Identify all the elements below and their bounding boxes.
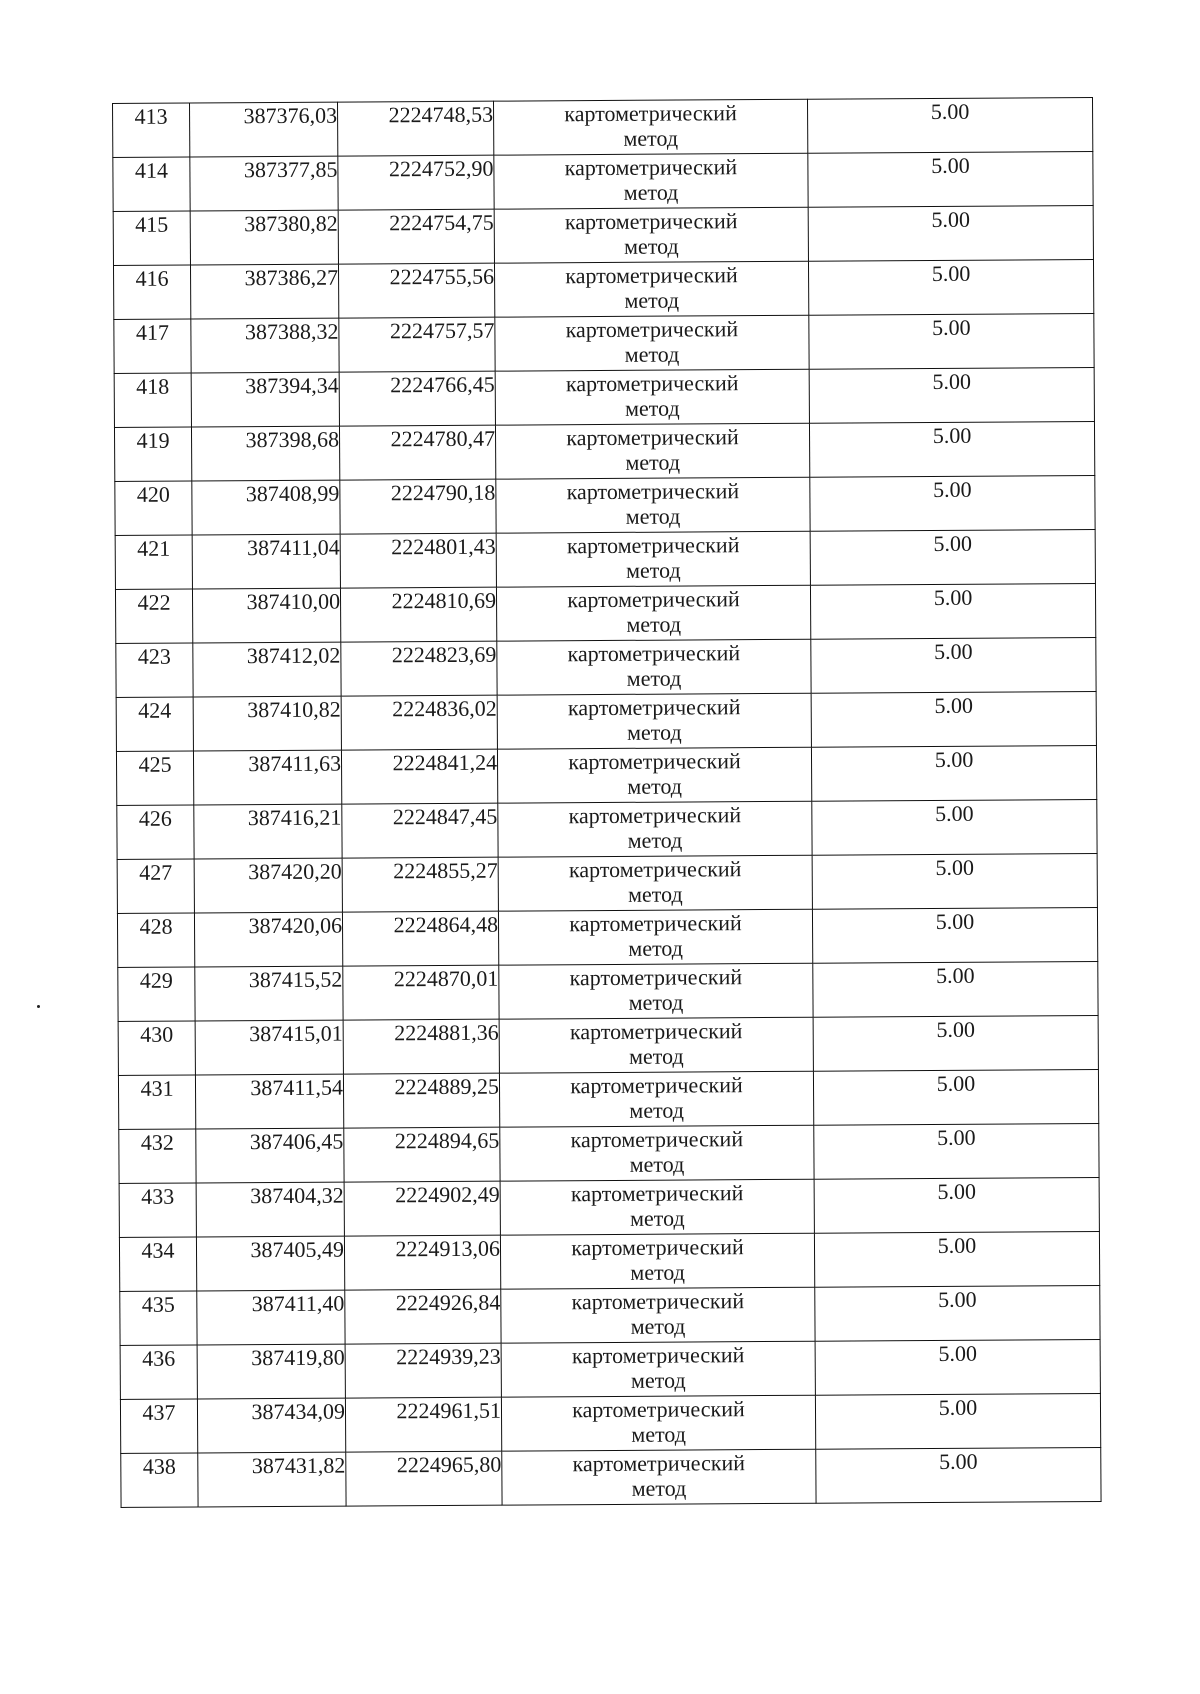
table-row bbox=[118, 1015, 1098, 1075]
point-number-cell: 413 bbox=[113, 103, 190, 157]
method-cell bbox=[495, 369, 809, 425]
method-text-line-2: метод bbox=[630, 1313, 686, 1339]
y-coordinate-cell: 2224801,43 bbox=[340, 533, 496, 588]
method-text-line-1: картометрический bbox=[567, 640, 741, 667]
method-text-line-2: метод bbox=[626, 719, 682, 745]
method-text-line-2: метод bbox=[629, 1205, 685, 1231]
table-row bbox=[120, 1285, 1100, 1345]
table-row bbox=[119, 1231, 1099, 1291]
method-text-line-1: картометрический bbox=[567, 586, 740, 613]
accuracy-cell: 5.00 bbox=[808, 206, 1093, 262]
method-cell bbox=[496, 585, 810, 641]
method-text-line-1: картометрический bbox=[565, 262, 738, 289]
method-cell bbox=[495, 315, 809, 371]
accuracy-cell: 5.00 bbox=[814, 1123, 1099, 1179]
table-row bbox=[113, 152, 1093, 212]
accuracy-cell: 5.00 bbox=[816, 1447, 1101, 1503]
y-coordinate-cell: 2224766,45 bbox=[339, 371, 495, 426]
x-coordinate-cell: 387411,63 bbox=[193, 750, 341, 805]
y-coordinate-cell: 2224752,90 bbox=[338, 155, 494, 210]
x-coordinate-cell: 387386,27 bbox=[190, 264, 338, 319]
method-text-line-2: метод bbox=[623, 125, 679, 151]
method-cell bbox=[493, 99, 807, 155]
point-number-cell: 425 bbox=[116, 751, 193, 805]
table-row bbox=[114, 368, 1094, 428]
point-number-cell: 423 bbox=[116, 643, 193, 697]
method-text-line-1: картометрический bbox=[571, 1342, 745, 1369]
method-text-line-2: метод bbox=[625, 395, 680, 421]
y-coordinate-cell: 2224913,06 bbox=[344, 1235, 500, 1290]
table-row bbox=[121, 1447, 1101, 1507]
point-number-cell: 424 bbox=[116, 697, 193, 751]
y-coordinate-cell: 2224841,24 bbox=[341, 749, 497, 804]
method-text-line-1: картометрический bbox=[564, 154, 738, 181]
x-coordinate-cell: 387388,32 bbox=[191, 318, 339, 373]
accuracy-cell: 5.00 bbox=[811, 691, 1096, 747]
accuracy-cell: 5.00 bbox=[812, 907, 1097, 963]
accuracy-cell: 5.00 bbox=[810, 584, 1095, 640]
method-text-line-1: картометрический bbox=[572, 1450, 746, 1477]
accuracy-cell: 5.00 bbox=[807, 98, 1092, 154]
method-text-line-2: метод bbox=[628, 935, 684, 961]
method-text-line-1: картометрический bbox=[571, 1288, 745, 1315]
table-row bbox=[118, 1069, 1098, 1129]
y-coordinate-cell: 2224836,02 bbox=[341, 695, 497, 750]
point-number-cell: 428 bbox=[117, 913, 194, 967]
method-text-line-1: картометрический bbox=[568, 802, 742, 829]
table-row bbox=[113, 206, 1093, 266]
method-text-line-2: метод bbox=[631, 1421, 686, 1447]
method-text-line-1: картометрический bbox=[570, 1126, 744, 1153]
method-cell bbox=[499, 963, 813, 1019]
point-number-cell: 436 bbox=[120, 1345, 197, 1399]
point-number-cell: 418 bbox=[114, 373, 191, 427]
accuracy-cell: 5.00 bbox=[815, 1339, 1100, 1395]
method-cell bbox=[501, 1341, 815, 1397]
x-coordinate-cell: 387415,52 bbox=[195, 966, 343, 1021]
point-number-cell: 438 bbox=[121, 1453, 198, 1507]
x-coordinate-cell: 387411,54 bbox=[195, 1074, 343, 1129]
stray-ink-dot bbox=[37, 1005, 40, 1008]
method-text-line-1: картометрический bbox=[565, 370, 739, 397]
method-text-line-2: метод bbox=[624, 341, 680, 367]
accuracy-cell: 5.00 bbox=[810, 530, 1095, 586]
point-number-cell: 437 bbox=[120, 1399, 197, 1453]
x-coordinate-cell: 387434,09 bbox=[197, 1398, 345, 1453]
point-number-cell: 429 bbox=[118, 967, 195, 1021]
accuracy-cell: 5.00 bbox=[813, 1015, 1098, 1071]
y-coordinate-cell: 2224855,27 bbox=[342, 857, 498, 912]
point-number-cell: 430 bbox=[118, 1021, 195, 1075]
table-row bbox=[115, 476, 1095, 536]
x-coordinate-cell: 387431,82 bbox=[198, 1452, 346, 1507]
y-coordinate-cell: 2224755,56 bbox=[338, 263, 494, 318]
method-text-line-2: метод bbox=[624, 287, 680, 313]
point-number-cell: 420 bbox=[115, 481, 192, 535]
method-text-line-1: картометрический bbox=[569, 910, 742, 937]
method-cell bbox=[501, 1395, 815, 1451]
method-cell bbox=[495, 423, 809, 479]
y-coordinate-cell: 2224894,65 bbox=[344, 1127, 500, 1182]
method-text-line-1: картометрический bbox=[568, 856, 742, 883]
point-number-cell: 414 bbox=[113, 157, 190, 211]
point-number-cell: 434 bbox=[119, 1237, 196, 1291]
x-coordinate-cell: 387420,06 bbox=[194, 912, 342, 967]
point-number-cell: 415 bbox=[113, 211, 190, 265]
x-coordinate-cell: 387415,01 bbox=[195, 1020, 343, 1075]
y-coordinate-cell: 2224748,53 bbox=[337, 101, 493, 156]
table-row bbox=[113, 260, 1093, 320]
y-coordinate-cell: 2224939,23 bbox=[345, 1343, 501, 1398]
method-text-line-2: метод bbox=[623, 179, 679, 205]
method-cell bbox=[498, 801, 812, 857]
x-coordinate-cell: 387411,04 bbox=[192, 534, 340, 589]
method-text-line-2: метод bbox=[627, 773, 683, 799]
method-text-line-2: метод bbox=[625, 557, 681, 583]
method-cell bbox=[500, 1179, 814, 1235]
y-coordinate-cell: 2224870,01 bbox=[343, 965, 499, 1020]
y-coordinate-cell: 2224780,47 bbox=[339, 425, 495, 480]
accuracy-cell: 5.00 bbox=[815, 1285, 1100, 1341]
table-row bbox=[115, 584, 1095, 644]
x-coordinate-cell: 387412,02 bbox=[193, 642, 341, 697]
method-text-line-2: метод bbox=[628, 1043, 684, 1069]
accuracy-cell: 5.00 bbox=[813, 1069, 1098, 1125]
accuracy-cell: 5.00 bbox=[812, 853, 1097, 909]
point-number-cell: 426 bbox=[117, 805, 194, 859]
method-text-line-1: картометрический bbox=[566, 532, 740, 559]
point-number-cell: 427 bbox=[117, 859, 194, 913]
table-row bbox=[117, 907, 1097, 967]
method-text-line-1: картометрический bbox=[569, 1018, 743, 1045]
method-text-line-1: картометрический bbox=[566, 478, 740, 505]
table-row bbox=[119, 1123, 1099, 1183]
method-cell bbox=[494, 261, 808, 317]
x-coordinate-cell: 387377,85 bbox=[190, 156, 338, 211]
method-text-line-1: картометрический bbox=[568, 748, 741, 775]
table-row bbox=[116, 638, 1096, 698]
y-coordinate-cell: 2224889,25 bbox=[343, 1073, 499, 1128]
x-coordinate-cell: 387420,20 bbox=[194, 858, 342, 913]
y-coordinate-cell: 2224810,69 bbox=[340, 587, 496, 642]
x-coordinate-cell: 387408,99 bbox=[192, 480, 340, 535]
point-number-cell: 419 bbox=[114, 427, 191, 481]
method-cell bbox=[496, 477, 810, 533]
table-row bbox=[114, 314, 1094, 374]
accuracy-cell: 5.00 bbox=[811, 638, 1096, 694]
method-cell bbox=[499, 1017, 813, 1073]
y-coordinate-cell: 2224926,84 bbox=[345, 1289, 501, 1344]
table-row bbox=[116, 745, 1096, 805]
method-text-line-1: картометрический bbox=[569, 964, 743, 991]
method-text-line-2: метод bbox=[627, 827, 683, 853]
method-text-line-1: картометрический bbox=[571, 1234, 744, 1261]
accuracy-cell: 5.00 bbox=[809, 314, 1094, 370]
accuracy-cell: 5.00 bbox=[811, 745, 1096, 801]
x-coordinate-cell: 387376,03 bbox=[190, 102, 338, 157]
table-row bbox=[117, 799, 1097, 859]
method-text-line-2: метод bbox=[625, 503, 681, 529]
coordinates-table-body bbox=[113, 98, 1102, 1508]
point-number-cell: 431 bbox=[118, 1075, 195, 1129]
point-number-cell: 432 bbox=[119, 1129, 196, 1183]
method-text-line-2: метод bbox=[625, 449, 681, 475]
accuracy-cell: 5.00 bbox=[814, 1231, 1099, 1287]
method-text-line-2: метод bbox=[629, 1151, 685, 1177]
table-row bbox=[118, 961, 1098, 1021]
accuracy-cell: 5.00 bbox=[812, 799, 1097, 855]
y-coordinate-cell: 2224847,45 bbox=[342, 803, 498, 858]
x-coordinate-cell: 387398,68 bbox=[191, 426, 339, 481]
table-row bbox=[117, 853, 1097, 913]
point-number-cell: 433 bbox=[119, 1183, 196, 1237]
accuracy-cell: 5.00 bbox=[809, 422, 1094, 478]
method-cell bbox=[494, 153, 808, 209]
x-coordinate-cell: 387404,32 bbox=[196, 1182, 344, 1237]
method-text-line-1: картометрический bbox=[566, 424, 739, 451]
point-number-cell: 421 bbox=[115, 535, 192, 589]
method-cell bbox=[498, 909, 812, 965]
method-text-line-2: метод bbox=[627, 881, 683, 907]
point-number-cell: 422 bbox=[115, 589, 192, 643]
accuracy-cell: 5.00 bbox=[810, 476, 1095, 532]
x-coordinate-cell: 387419,80 bbox=[197, 1344, 345, 1399]
y-coordinate-cell: 2224790,18 bbox=[340, 479, 496, 534]
table-row bbox=[119, 1177, 1099, 1237]
method-text-line-2: метод bbox=[626, 665, 682, 691]
method-cell bbox=[502, 1449, 816, 1505]
method-text-line-1: картометрический bbox=[564, 100, 737, 127]
table-row bbox=[120, 1339, 1100, 1399]
accuracy-cell: 5.00 bbox=[809, 368, 1094, 424]
accuracy-cell: 5.00 bbox=[814, 1177, 1099, 1233]
y-coordinate-cell: 2224961,51 bbox=[345, 1397, 501, 1452]
accuracy-cell: 5.00 bbox=[808, 260, 1093, 316]
method-text-line-1: картометрический bbox=[567, 694, 741, 721]
method-text-line-2: метод bbox=[624, 233, 679, 259]
x-coordinate-cell: 387405,49 bbox=[196, 1236, 344, 1291]
coordinates-table bbox=[112, 97, 1102, 1508]
point-number-cell: 416 bbox=[113, 265, 190, 319]
table-row bbox=[120, 1393, 1100, 1453]
table-row bbox=[116, 691, 1096, 751]
method-text-line-2: метод bbox=[626, 611, 682, 637]
x-coordinate-cell: 387406,45 bbox=[196, 1128, 344, 1183]
table-row bbox=[114, 422, 1094, 482]
method-text-line-1: картометрический bbox=[564, 208, 738, 235]
x-coordinate-cell: 387410,82 bbox=[193, 696, 341, 751]
table-row bbox=[113, 98, 1093, 158]
x-coordinate-cell: 387394,34 bbox=[191, 372, 339, 427]
x-coordinate-cell: 387416,21 bbox=[194, 804, 342, 859]
accuracy-cell: 5.00 bbox=[813, 961, 1098, 1017]
method-cell bbox=[497, 693, 811, 749]
x-coordinate-cell: 387410,00 bbox=[192, 588, 340, 643]
y-coordinate-cell: 2224823,69 bbox=[341, 641, 497, 696]
y-coordinate-cell: 2224965,80 bbox=[346, 1451, 502, 1506]
accuracy-cell: 5.00 bbox=[815, 1393, 1100, 1449]
method-cell bbox=[500, 1233, 814, 1289]
method-cell bbox=[501, 1287, 815, 1343]
method-text-line-2: метод bbox=[631, 1475, 687, 1501]
method-cell bbox=[498, 855, 812, 911]
x-coordinate-cell: 387411,40 bbox=[197, 1290, 345, 1345]
y-coordinate-cell: 2224757,57 bbox=[339, 317, 495, 372]
point-number-cell: 435 bbox=[120, 1291, 197, 1345]
method-cell bbox=[497, 639, 811, 695]
y-coordinate-cell: 2224881,36 bbox=[343, 1019, 499, 1074]
method-cell bbox=[494, 207, 808, 263]
method-text-line-1: картометрический bbox=[570, 1180, 744, 1207]
method-text-line-1: картометрический bbox=[570, 1072, 743, 1099]
method-cell bbox=[497, 747, 811, 803]
method-text-line-2: метод bbox=[630, 1367, 686, 1393]
method-cell bbox=[499, 1071, 813, 1127]
point-number-cell: 417 bbox=[114, 319, 191, 373]
method-cell bbox=[500, 1125, 814, 1181]
method-text-line-1: картометрический bbox=[572, 1396, 745, 1423]
y-coordinate-cell: 2224754,75 bbox=[338, 209, 494, 264]
y-coordinate-cell: 2224902,49 bbox=[344, 1181, 500, 1236]
method-cell bbox=[496, 531, 810, 587]
accuracy-cell: 5.00 bbox=[808, 152, 1093, 208]
method-text-line-2: метод bbox=[629, 1097, 685, 1123]
method-text-line-2: метод bbox=[630, 1259, 686, 1285]
x-coordinate-cell: 387380,82 bbox=[190, 210, 338, 265]
table-row bbox=[115, 530, 1095, 590]
y-coordinate-cell: 2224864,48 bbox=[342, 911, 498, 966]
method-text-line-1: картометрический bbox=[565, 316, 739, 343]
method-text-line-2: метод bbox=[628, 989, 684, 1015]
